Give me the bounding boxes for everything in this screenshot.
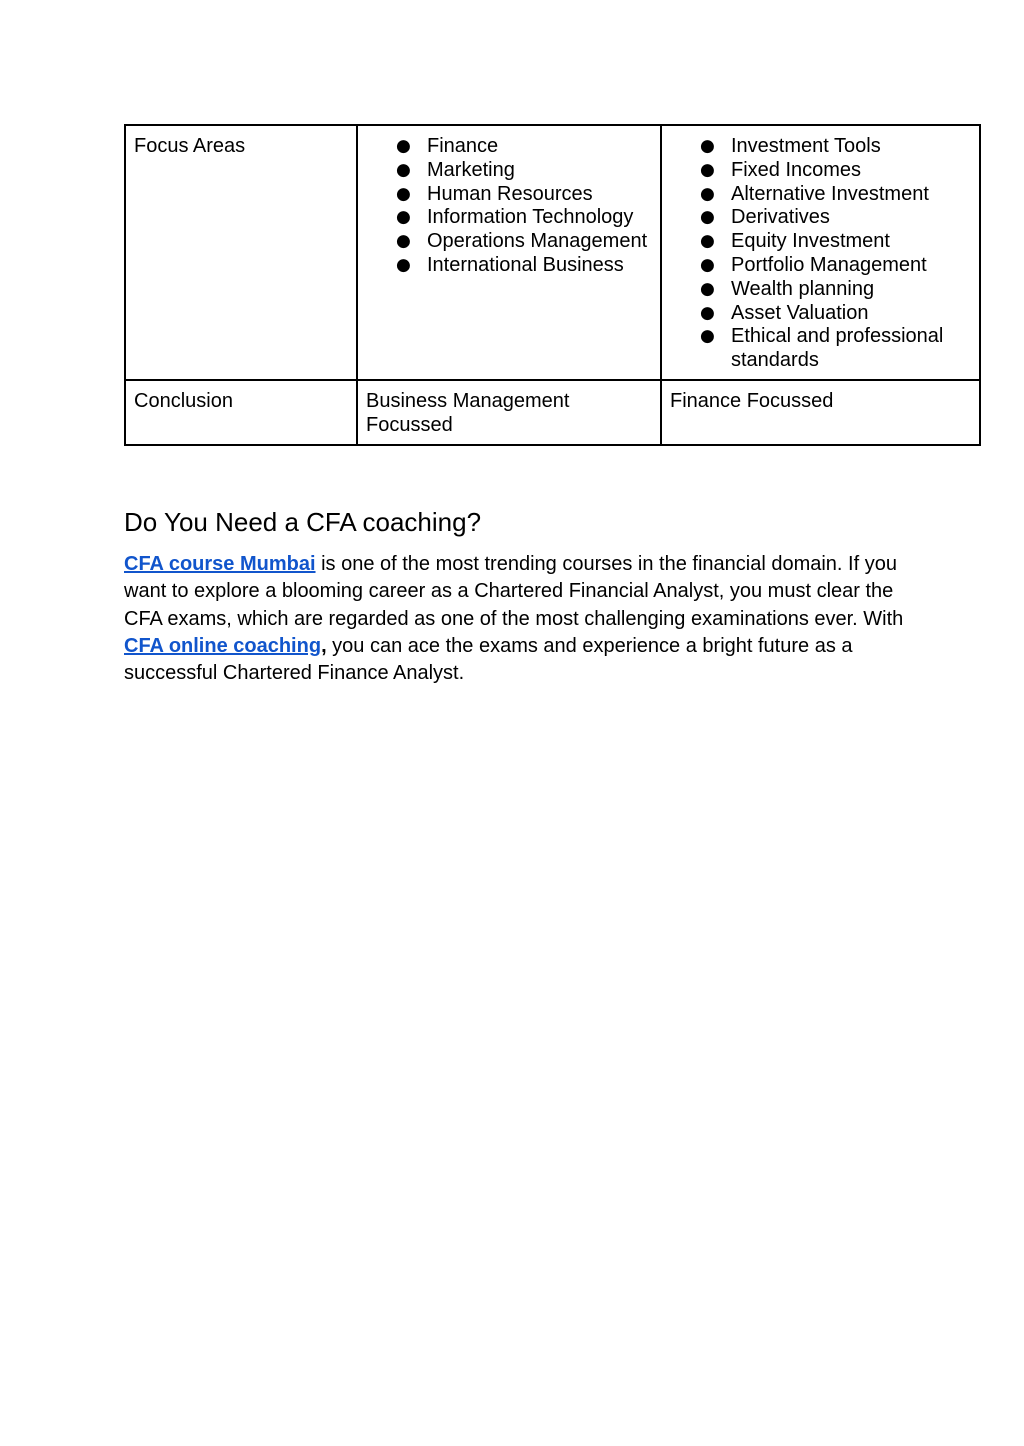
row-label-cell (125, 380, 357, 445)
row-label-cell (125, 125, 357, 380)
conclusion-col2-cell (357, 380, 661, 445)
table-row-focus-areas (125, 125, 980, 380)
section-heading: Do You Need a CFA coaching? (124, 507, 482, 537)
list-item: ● Asset Valuation (670, 302, 971, 326)
row-label: Focus Areas (134, 135, 246, 157)
list-item: ● Alternative Investment (670, 183, 971, 207)
list-item: ● Investment Tools (670, 135, 971, 159)
list-item: ● Human Resources (366, 183, 652, 207)
focus-areas-col3-cell (661, 125, 980, 380)
paragraph-text-2: you can ace the exams and experience a bright future as a successful Chartered Finance Analyst. (124, 634, 853, 685)
list-item: ● Derivatives (670, 206, 971, 230)
list-item: ● Finance (366, 135, 652, 159)
table-row-conclusion (125, 380, 980, 445)
comparison-table (124, 124, 981, 446)
list-item: ● Equity Investment (670, 230, 971, 254)
list-item: ● Information Technology (366, 206, 652, 230)
paragraph-text-1: is one of the most trending courses in the financial domain. If you want to explore a blooming career as a Chartered Financial Analyst, you must clear the CFA exams, which are regarded as one of the most challenging examinations ever. With (124, 553, 904, 630)
row-label: Conclusion (134, 389, 233, 412)
list-item: ● International Business (366, 254, 652, 278)
focus-areas-col3-list (670, 135, 971, 373)
list-item: ● Wealth planning (670, 278, 971, 302)
list-item: ● Operations Management (366, 230, 652, 254)
list-item: ● Portfolio Management (670, 254, 971, 278)
cfa-course-mumbai-link[interactable]: CFA course Mumbai (124, 553, 316, 575)
conclusion-col3-text: Finance Focussed (670, 389, 834, 412)
conclusion-col2-text: Business Management Focussed (366, 389, 570, 436)
focus-areas-col2-list (366, 135, 652, 278)
list-item: ● Fixed Incomes (670, 159, 971, 183)
paragraph-comma: , (321, 634, 327, 657)
focus-areas-col2-cell (357, 125, 661, 380)
list-item: ● Ethical and professional standards (670, 325, 971, 373)
list-item: ● Marketing (366, 159, 652, 183)
cfa-online-coaching-link[interactable]: CFA online coaching (124, 634, 322, 657)
conclusion-col3-cell (661, 380, 980, 445)
section-paragraph (124, 551, 904, 687)
